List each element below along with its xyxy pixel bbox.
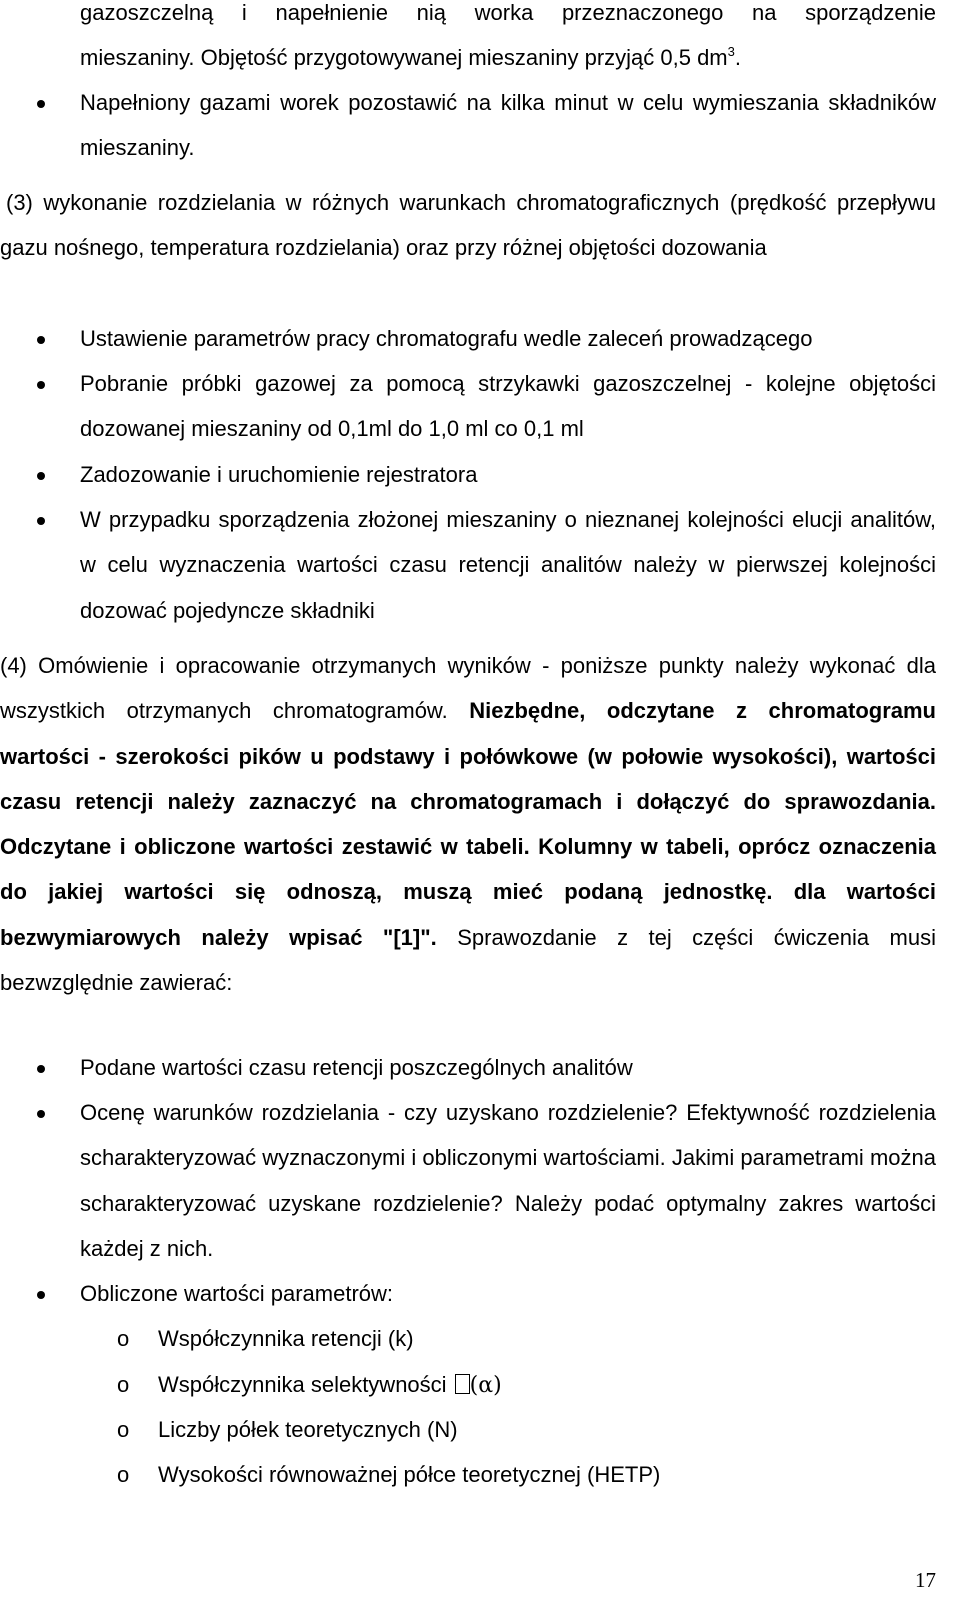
- text-line: mieszaniny. Objętość przygotowywanej mieszaniny przyjąć 0,5 $dm^3$.: [80, 44, 741, 71]
- list-item-text: Ustawienie parametrów pracy chromatografu wedle zaleceń prowadzącego: [80, 326, 813, 351]
- bullet-icon: [37, 336, 45, 344]
- list-item-text: Obliczone wartości parametrów:: [80, 1281, 394, 1306]
- missing-glyph-box-icon: [455, 1374, 470, 1394]
- bullet-icon: [37, 100, 45, 108]
- list-item-text: Podane wartości czasu retencji poszczególnych analitów: [80, 1055, 633, 1080]
- bullet-icon: [37, 1065, 45, 1073]
- bullet-icon: [37, 1291, 45, 1299]
- list-item-text: Zadozowanie i uruchomienie rejestratora: [80, 462, 478, 487]
- sub-list-item-text: Współczynnika retencji (k): [158, 1326, 414, 1351]
- section-4-paragraph: [0, 643, 936, 1005]
- section-3-heading: (3) wykonanie rozdzielania w różnych warunkach chromatograficznych (prędkość przepływu gazu nośnego, temperatura rozdzielania) oraz przy różnej objętości dozowania: [0, 190, 936, 261]
- sub-list-item-text: Współczynnika selektywności (α): [158, 1372, 502, 1398]
- circle-bullet-icon: o: [117, 1462, 130, 1487]
- section-4-intro: (4) Omówienie i opracowanie otrzymanych wyników - poniższe punkty należy wykonać dla wszystkich otrzymanych chromatogramów.: [0, 653, 936, 724]
- list-item-text: Ocenę warunków rozdzielania - czy uzyskano rozdzielenie? Efektywność rozdzielenia scharakteryzować wyznaczonymi i obliczonymi wartościami. Jakimi parametrami można scharakteryzować uzyskane rozdzielenie? Należy podać optymalny zakres wartości każdej z nich.: [80, 1100, 936, 1261]
- bullet-icon: [37, 517, 45, 525]
- text-line: gazoszczelną i napełnienie nią worka przeznaczonego na sporządzenie: [80, 0, 936, 25]
- circle-bullet-icon: o: [117, 1372, 130, 1397]
- bullet-icon: [37, 381, 45, 389]
- circle-bullet-icon: o: [117, 1417, 130, 1442]
- list-item-text: Napełniony gazami worek pozostawić na kilka minut w celu wymieszania składników mieszaniny.: [80, 90, 936, 161]
- bullet-icon: [37, 1110, 45, 1118]
- section-4-tail: Sprawozdanie z tej części ćwiczenia musi bezwzględnie zawierać:: [0, 924, 936, 996]
- page-number: 17: [915, 1568, 936, 1592]
- superscript: 3: [727, 44, 735, 60]
- previous-bullet-continuation: [80, 0, 936, 81]
- section-4-bold-instructions: Niezbędne, odczytane z chromatogramu wartości - szerokości pików u podstawy i połówkowe (w połowie wysokości), wartości czasu retencji należy zaznaczyć na chromatogramach i dołączyć do sprawozdania. Odczytane i obliczone wartości zestawić w tabeli. Kolumny w tabeli, oprócz oznaczenia do jakiej wartości się odnoszą, muszą mieć podaną jednostkę. dla wartości bezwymiarowych należy wpisać "[1]".: [0, 698, 936, 950]
- sub-list-item-text: Liczby półek teoretycznych (N): [158, 1417, 458, 1442]
- sub-list-item-text: Wysokości równoważnej półce teoretycznej (HETP): [158, 1462, 661, 1487]
- list-item-text: W przypadku sporządzenia złożonej mieszaniny o nieznanej kolejności elucji analitów, w celu wyznaczenia wartości czasu retencji analitów należy w pierwszej kolejności dozować pojedyncze składniki: [80, 507, 936, 623]
- list-item-text: Pobranie próbki gazowej za pomocą strzykawki gazoszczelnej - kolejne objętości dozowanej mieszaniny od 0,1ml do 1,0 ml co 0,1 ml: [80, 371, 936, 442]
- bullet-icon: [37, 472, 45, 480]
- circle-bullet-icon: o: [117, 1326, 130, 1351]
